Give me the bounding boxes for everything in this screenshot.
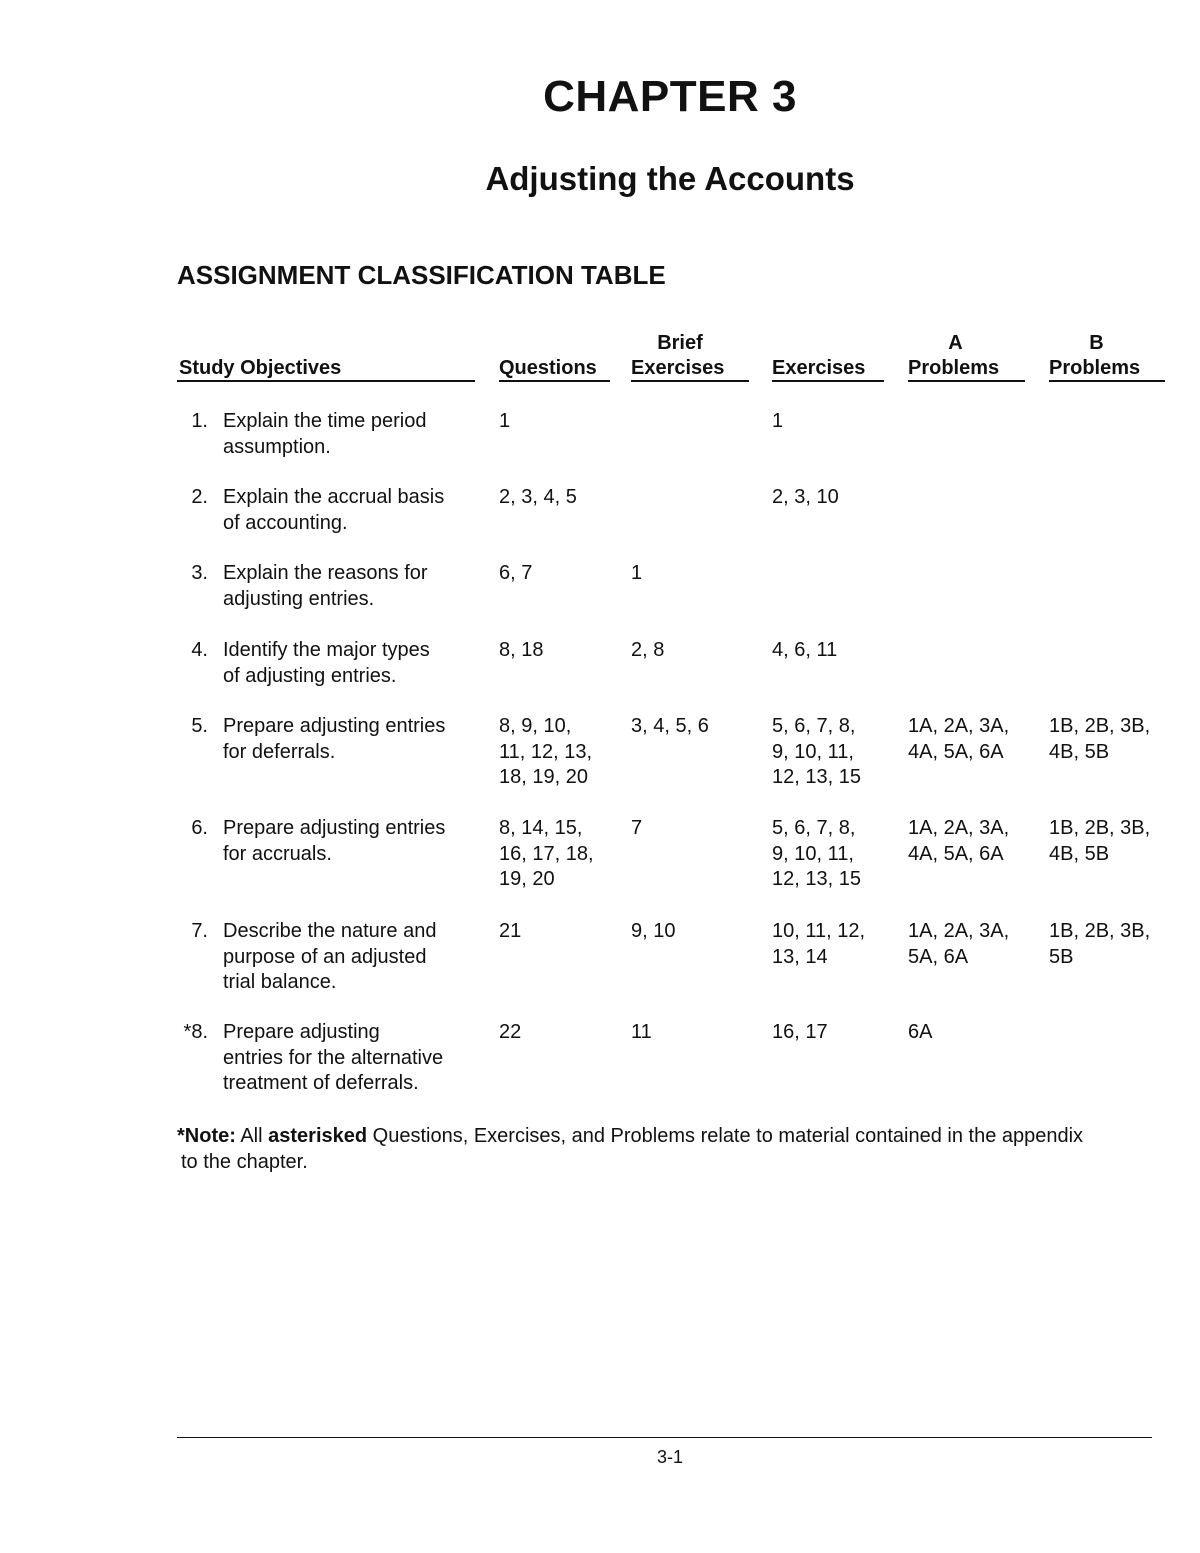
header-underline — [772, 380, 884, 382]
header-a-problems: Problems — [908, 357, 1000, 379]
header-a-top: A — [948, 332, 963, 354]
a-problems-cell: 6A — [908, 1021, 933, 1043]
objective-number: 3. — [191, 562, 208, 584]
exercises-cell: 4, 6, 11 — [772, 639, 838, 661]
a-problems-cell: 1A, 2A, 3A, 5A, 6A — [908, 920, 1010, 968]
exercises-cell: 5, 6, 7, 8, 9, 10, 11, 12, 13, 15 — [772, 817, 861, 890]
note-text: Questions, Exercises, and Problems relate to material contained in the appendix — [367, 1125, 1084, 1147]
header-underline — [631, 380, 749, 382]
questions-cell: 22 — [499, 1021, 522, 1043]
footer-divider — [177, 1437, 1152, 1438]
questions-cell: 2, 3, 4, 5 — [499, 486, 577, 508]
header-study-objectives: Study Objectives — [179, 357, 342, 379]
note-text: to the chapter. — [181, 1151, 308, 1173]
note-text: All — [235, 1125, 269, 1147]
questions-cell: 8, 14, 15, 16, 17, 18, 19, 20 — [499, 817, 594, 890]
a-problems-cell: 1A, 2A, 3A, 4A, 5A, 6A — [908, 715, 1010, 763]
objective-text: Explain the accrual basis of accounting. — [223, 486, 445, 534]
b-problems-cell: 1B, 2B, 3B, 5B — [1049, 920, 1151, 968]
chapter-subtitle: Adjusting the Accounts — [485, 160, 855, 197]
exercises-cell: 10, 11, 12, 13, 14 — [772, 920, 866, 968]
note-emphasis: asterisked — [268, 1125, 368, 1147]
questions-cell: 8, 18 — [499, 639, 544, 661]
chapter-title: CHAPTER 3 — [543, 72, 797, 121]
questions-cell: 1 — [499, 410, 511, 432]
header-exercises: Exercises — [772, 357, 866, 379]
objective-text: Explain the reasons for adjusting entries. — [223, 562, 428, 610]
b-problems-cell: 1B, 2B, 3B, 4B, 5B — [1049, 715, 1151, 763]
questions-cell: 6, 7 — [499, 562, 533, 584]
questions-cell: 8, 9, 10, 11, 12, 13, 18, 19, 20 — [499, 715, 593, 788]
objective-number: *8. — [183, 1021, 208, 1043]
exercises-cell: 1 — [772, 410, 784, 432]
objective-text: Describe the nature and purpose of an adjusted trial balance. — [223, 920, 437, 993]
questions-cell: 21 — [499, 920, 522, 942]
header-underline — [1049, 380, 1165, 382]
brief-exercises-cell: 9, 10 — [631, 920, 676, 942]
objective-number: 6. — [191, 817, 208, 839]
objective-number: 7. — [191, 920, 208, 942]
table-title: ASSIGNMENT CLASSIFICATION TABLE — [177, 260, 666, 290]
objective-text: Prepare adjusting entries for the alternative treatment of deferrals. — [223, 1021, 444, 1094]
objective-number: 5. — [191, 715, 208, 737]
note-label: *Note: — [177, 1125, 236, 1147]
a-problems-cell: 1A, 2A, 3A, 4A, 5A, 6A — [908, 817, 1010, 865]
header-b-top: B — [1089, 332, 1104, 354]
brief-exercises-cell: 7 — [631, 817, 643, 839]
objective-number: 2. — [191, 486, 208, 508]
exercises-cell: 16, 17 — [772, 1021, 828, 1043]
objective-text: Prepare adjusting entries for accruals. — [223, 817, 446, 865]
header-questions: Questions — [499, 357, 597, 379]
header-underline — [499, 380, 610, 382]
brief-exercises-cell: 3, 4, 5, 6 — [631, 715, 709, 737]
objective-text: Prepare adjusting entries for deferrals. — [223, 715, 446, 763]
brief-exercises-cell: 11 — [631, 1021, 652, 1043]
brief-exercises-cell: 1 — [631, 562, 643, 584]
header-b-problems: Problems — [1049, 357, 1141, 379]
appendix-note — [177, 1123, 1172, 1175]
header-brief-top: Brief — [657, 332, 703, 354]
page-number: 3-1 — [656, 1447, 683, 1467]
b-problems-cell: 1B, 2B, 3B, 4B, 5B — [1049, 817, 1151, 865]
objective-text: Identify the major types of adjusting entries. — [223, 639, 430, 687]
header-brief-exercises: Exercises — [631, 357, 725, 379]
objective-text: Explain the time period assumption. — [223, 410, 427, 458]
header-underline — [177, 380, 475, 382]
objective-number: 4. — [191, 639, 208, 661]
objective-number: 1. — [191, 410, 208, 432]
header-underline — [908, 380, 1025, 382]
brief-exercises-cell: 2, 8 — [631, 639, 665, 661]
exercises-cell: 5, 6, 7, 8, 9, 10, 11, 12, 13, 15 — [772, 715, 861, 788]
exercises-cell: 2, 3, 10 — [772, 486, 839, 508]
